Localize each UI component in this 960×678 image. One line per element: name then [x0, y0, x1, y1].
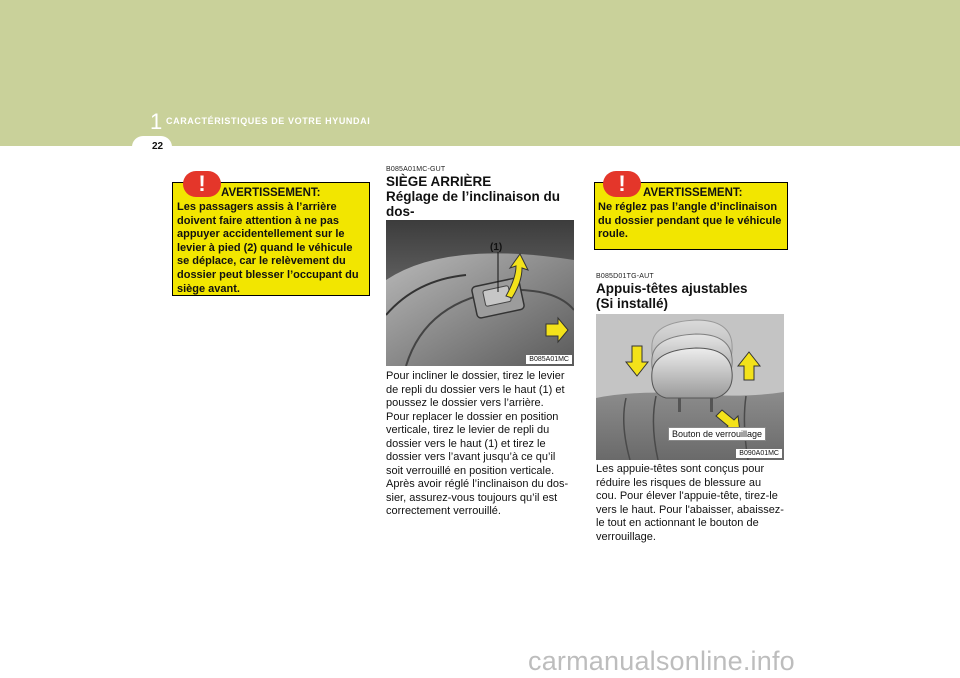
warning-box-left — [172, 171, 370, 296]
warning-icon: ! — [603, 171, 641, 197]
header-band — [0, 0, 960, 146]
title-line: Appuis-têtes ajustables — [596, 281, 748, 296]
seat-illustration — [386, 220, 574, 366]
body-line: correctement verrouillé. — [386, 505, 501, 517]
seat-body-text — [386, 370, 574, 519]
warning-line: du dossier pendant que le véhicule — [598, 214, 782, 227]
warning-line: Les passagers assis à l’arrière — [177, 201, 337, 213]
body-line: dossier vers le haut (1) et tirez le — [386, 437, 546, 450]
callout-label: (1) — [490, 242, 503, 253]
warning-title: AVERTISSEMENT: — [643, 187, 743, 199]
title-line: (Si installé) — [596, 296, 669, 311]
page-number: 22 — [152, 141, 164, 152]
section-code: B085D01TG-AUT — [596, 273, 654, 280]
body-line: réduire les risques de blessure au — [596, 476, 762, 489]
warning-line: siège avant. — [177, 282, 240, 295]
seat-drawing — [386, 220, 574, 366]
body-line: soit verrouillé en position verticale. — [386, 464, 555, 477]
watermark: carmanualsonline.info — [528, 646, 795, 676]
section-title — [596, 281, 786, 311]
body-line: dossier vers l’avant jusqu’à ce qu’il — [386, 451, 556, 463]
body-line: verrouillage. — [596, 530, 656, 543]
warning-line: doivent faire attention à ne pas — [177, 214, 339, 227]
body-line: vers le haut. Pour l'abaisser, abaissez- — [596, 503, 784, 516]
warning-icon: ! — [183, 171, 221, 197]
title-line: Réglage de l’inclinaison du dos- — [386, 189, 561, 219]
warning-line: dossier peut blesser l’occupant du — [177, 268, 359, 281]
illustration-code: B085A01MC — [526, 355, 572, 364]
warning-line: roule. — [598, 228, 628, 241]
title-line: SIÈGE ARRIÈRE — [386, 174, 492, 189]
warning-line: Ne réglez pas l’angle d’inclinaison — [598, 201, 778, 213]
warning-text — [177, 201, 366, 296]
headrest-body-text — [596, 463, 784, 544]
warning-line: appuyer accidentellement sur le — [177, 228, 345, 241]
body-line: sier, assurez-vous toujours qu’il est — [386, 491, 558, 504]
warning-line: levier à pied (2) quand le véhicule — [177, 241, 353, 254]
body-line: Pour incliner le dossier, tirez le levier — [386, 370, 565, 382]
section-code: B085A01MC-GUT — [386, 166, 446, 173]
body-line: cou. Pour élever l'appuie-tête, tirez-le — [596, 490, 778, 502]
body-line: de repli du dossier vers le haut (1) et — [386, 383, 565, 396]
body-line: Pour replacer le dossier en position — [386, 410, 559, 423]
illustration-code: B090A01MC — [736, 449, 782, 458]
body-line: verticale, tirez le levier de repli du — [386, 424, 550, 436]
headrest-illustration — [596, 314, 784, 460]
chapter-number: 1 — [150, 109, 163, 134]
lock-button-label: Bouton de verrouillage — [668, 427, 766, 441]
warning-line: se déplace, car le relèvement du — [177, 255, 346, 268]
body-line: Les appuie-têtes sont conçus pour — [596, 463, 765, 475]
chapter-title: CARACTÉRISTIQUES DE VOTRE HYUNDAI — [166, 116, 371, 126]
body-line: poussez le dossier vers l’arrière. — [386, 397, 544, 409]
warning-text — [598, 201, 786, 242]
warning-box-right — [594, 171, 788, 250]
body-line: Après avoir réglé l’inclinaison du dos- — [386, 478, 569, 490]
warning-title: AVERTISSEMENT: — [221, 187, 321, 199]
body-line: le tout en actionnant le bouton de — [596, 517, 759, 529]
